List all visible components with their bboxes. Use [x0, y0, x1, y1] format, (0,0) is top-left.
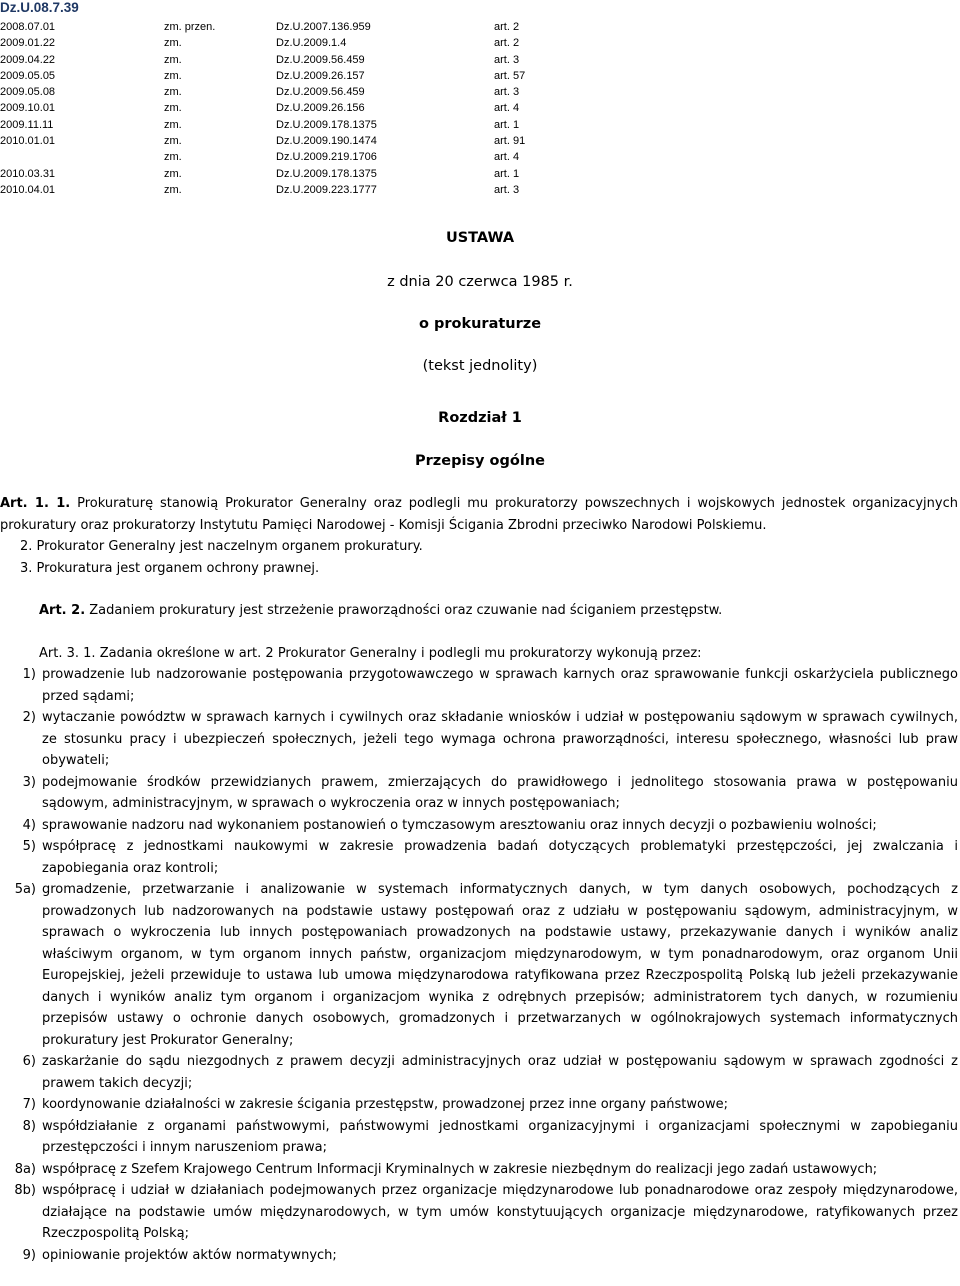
chapter-title: Przepisy ogólne — [415, 453, 545, 469]
amendment-date: 2008.07.01 — [0, 21, 56, 33]
amendment-article: art. 4 — [494, 151, 520, 164]
amendment-article: art. 4 — [494, 102, 520, 115]
article-2-label: Art. 2. — [39, 603, 86, 618]
amendment-source: Dz.U.2009.1.4 — [276, 37, 347, 50]
amendment-source: Dz.U.2009.26.156 — [276, 102, 365, 115]
act-subject: o prokuraturze — [418, 316, 542, 332]
amendment-date: 2010.01.01 — [0, 135, 56, 148]
list-item-number: 8a) — [14, 1161, 36, 1177]
amendment-source: Dz.U.2009.190.1474 — [276, 135, 377, 148]
amendment-type: zm. — [164, 53, 182, 66]
amendment-article: art. 2 — [494, 21, 520, 33]
consolidated-text-note: (tekst jednolity) — [422, 358, 538, 374]
amendment-row — [0, 166, 560, 182]
article-1-paragraph-2: 2. Prokurator Generalny jest naczelnym organem prokuratury. — [20, 539, 423, 554]
amendment-row — [0, 68, 560, 84]
list-item-number: 1) — [22, 667, 36, 682]
amendment-article: art. 91 — [494, 135, 526, 148]
amendment-article: art. 3 — [494, 53, 520, 66]
amendment-source: Dz.U.2009.56.459 — [276, 86, 365, 99]
amendment-type: zm. — [164, 135, 182, 148]
amendment-source: Dz.U.2007.136.959 — [276, 21, 371, 33]
amendment-type: zm. przen. — [164, 21, 216, 33]
article-1-paragraph-3: 3. Prokuratura jest organem ochrony prawnej. — [20, 560, 320, 576]
amendment-type: zm. — [164, 102, 182, 115]
amendment-article: art. 57 — [494, 69, 526, 82]
list-item — [0, 836, 958, 879]
article-1-label: Art. 1. 1. — [0, 496, 71, 511]
amendment-row — [0, 100, 560, 116]
amendment-row — [0, 117, 560, 133]
amendment-article: art. 2 — [494, 37, 520, 50]
act-type-heading: USTAWA — [445, 230, 515, 246]
list-item-number: 8) — [22, 1118, 36, 1134]
amendment-type: zm. — [164, 37, 182, 50]
list-item — [0, 815, 958, 837]
list-item-text: podejmowanie środków przewidzianych prawem, zmierzających do prawidłowego i jednolitego stosowania prawa w postępowaniu sądowym, administracyjnym, w sprawach o wykroczenia oraz w innych postępowaniach; — [42, 774, 958, 811]
article-1-text: Prokuraturę stanowią Prokurator Generalny oraz podlegli mu prokuratorzy powszechnych i wojskowych jednostek organizacyjnych prokuratury oraz prokuratorzy Instytutu Pamięci Narodowej - Komisji Ścigania Zbrodni przeciwko Narodowi Polskiemu. — [0, 496, 958, 533]
list-item-number: 8b) — [14, 1183, 36, 1198]
amendment-row — [0, 84, 560, 100]
list-item-number: 3) — [22, 774, 36, 790]
list-item-text: współdziałanie z organami państwowymi, państwowymi jednostkami organizacyjnymi i organizacjami społecznymi w zapobieganiu przestępczości i innym naruszeniom prawa; — [42, 1118, 958, 1155]
journal-reference: Dz.U.08.7.39 — [0, 0, 79, 15]
list-item — [0, 664, 958, 707]
amendment-row — [0, 182, 560, 198]
amendment-date: 2010.04.01 — [0, 183, 56, 196]
amendment-source: Dz.U.2009.223.1777 — [276, 183, 377, 196]
list-item-text: zaskarżanie do sądu niezgodnych z prawem decyzji administracyjnych oraz udział w postępowaniu sądowym w sprawach zgodności z prawem takich decyzji; — [42, 1054, 958, 1091]
list-item — [0, 1245, 958, 1267]
document-body — [0, 493, 958, 1266]
chapter-heading: Rozdział 1 — [438, 410, 522, 426]
list-item-number: 4) — [22, 817, 36, 833]
list-item — [0, 1051, 958, 1094]
amendment-type: zm. — [164, 118, 182, 131]
list-item — [0, 1094, 958, 1116]
list-item-text: opiniowanie projektów aktów normatywnych; — [42, 1247, 337, 1263]
list-item-text: współpracę i udział w działaniach podejmowanych przez organizacje międzynarodowe lub ponadnarodowe oraz zespoły międzynarodowe, działające na podstawie umów międzynarodowych, w tym umów konstytuujących organizacje międzynarodowe, ratyfikowanych przez Rzeczpospolitą Polską; — [42, 1183, 958, 1241]
list-item-text: gromadzenie, przetwarzanie i analizowanie w systemach informatycznych danych, w tym danych osobowych, pochodzących z prowadzonych lub nadzorowanych na podstawie ustawy postępowań oraz z udziału w postępowaniu sądowym, administracyjnym, w sprawach o wykroczenia lub innych postępowaniach prowadzonych na podstawie ustawy, przekazywanie danych i wyników analiz właściwym organom, w tym organom innych państw, organizacjom międzynarodowym, w tym ponadnarodowym, oraz organom Unii Europejskiej, jeżeli przewiduje to ustawa lub umowa międzynarodowa ratyfikowana przez Rzeczpospolitą Polską lub jeżeli przekazywanie danych i wyników analiz tym organom i organizacjom wynika z odrębnych przepisów; administratorem tych danych, w rozumieniu przepisów ustawy o ochronie danych osobowych, gromadzonych i przetwarzanych w ogólnokrajowych systemach informatycznych prokuratury jest Prokurator Generalny; — [42, 882, 958, 1048]
article-3-intro — [0, 643, 958, 665]
amendment-source: Dz.U.2009.56.459 — [276, 53, 365, 66]
list-item-number: 9) — [22, 1247, 36, 1263]
amendment-article: art. 3 — [494, 183, 520, 196]
amendment-row — [0, 35, 560, 51]
list-item-text: współpracę z jednostkami naukowymi w zakresie prowadzenia badań dotyczących problematyki przestępczości, jej zwalczania i zapobiegania oraz kontroli; — [42, 839, 958, 876]
amendments-table — [0, 19, 560, 198]
amendment-date: 2009.01.22 — [0, 37, 56, 50]
amendment-article: art. 1 — [494, 118, 520, 131]
amendment-row — [0, 52, 560, 68]
amendment-source: Dz.U.2009.26.157 — [276, 69, 365, 82]
list-item-number: 5) — [22, 839, 36, 854]
amendment-date: 2009.10.01 — [0, 102, 56, 115]
amendment-article: art. 1 — [494, 167, 520, 180]
amendment-source: Dz.U.2009.178.1375 — [276, 167, 377, 180]
article-3-intro-text: 1. Zadania określone w art. 2 Prokurator Generalny i podlegli mu prokuratorzy wykonują przez: — [83, 645, 702, 661]
amendment-date — [0, 149, 164, 165]
amendment-source: Dz.U.2009.178.1375 — [276, 118, 377, 131]
amendment-article: art. 3 — [494, 86, 520, 99]
list-item — [0, 1180, 958, 1245]
amendment-type: zm. — [164, 183, 182, 196]
article-2-text: Zadaniem prokuratury jest strzeżenie praworządności oraz czuwanie nad ściganiem przestępstw. — [89, 603, 723, 618]
amendment-date: 2010.03.31 — [0, 167, 56, 180]
list-item-number: 2) — [22, 710, 36, 725]
amendment-type: zm. — [164, 151, 182, 164]
article-1-paragraph-1 — [0, 493, 958, 536]
amendment-date: 2009.04.22 — [0, 53, 56, 66]
list-item-text: wytaczanie powództw w sprawach karnych i cywilnych oraz składanie wniosków i udział w postępowaniu sądowym w sprawach cywilnych, ze stosunku pracy i ubezpieczeń społecznych, jeżeli tego wymaga ochrona praworządności, interesu społecznego, własności lub praw obywateli; — [42, 710, 958, 768]
list-item — [0, 772, 958, 815]
list-item-text: koordynowanie działalności w zakresie ścigania przestępstw, prowadzonej przez inne organy państwowe; — [42, 1097, 728, 1112]
list-item — [0, 1159, 958, 1181]
amendment-type: zm. — [164, 69, 182, 82]
list-item-text: współpracę z Szefem Krajowego Centrum Informacji Kryminalnych w zakresie niezbędnym do realizacji jego zadań ustawowych; — [42, 1161, 878, 1177]
article-3-label: Art. 3. — [39, 645, 80, 661]
article-3-items — [0, 664, 958, 1266]
list-item-text: sprawowanie nadzoru nad wykonaniem postanowień o tymczasowym aresztowaniu oraz innych decyzji o pozbawieniu wolności; — [42, 817, 877, 833]
list-item-number: 7) — [22, 1097, 36, 1112]
list-item-number: 5a) — [14, 882, 36, 897]
amendment-source: Dz.U.2009.219.1706 — [276, 151, 377, 164]
list-item-number: 6) — [22, 1054, 36, 1069]
article-2 — [0, 600, 958, 622]
list-item — [0, 707, 958, 772]
amendment-type: zm. — [164, 86, 182, 99]
amendment-row — [0, 19, 560, 35]
amendment-row — [0, 149, 560, 165]
amendment-date: 2009.05.08 — [0, 86, 56, 99]
list-item — [0, 1116, 958, 1159]
list-item-text: prowadzenie lub nadzorowanie postępowania przygotowawczego w sprawach karnych oraz sprawowanie funkcji oskarżyciela publicznego przed sądami; — [42, 667, 958, 704]
amendment-row — [0, 133, 560, 149]
amendment-date: 2009.05.05 — [0, 69, 56, 82]
list-item — [0, 879, 958, 1051]
amendment-date: 2009.11.11 — [0, 118, 54, 131]
amendment-type: zm. — [164, 167, 182, 180]
act-date: z dnia 20 czerwca 1985 r. — [387, 274, 573, 290]
